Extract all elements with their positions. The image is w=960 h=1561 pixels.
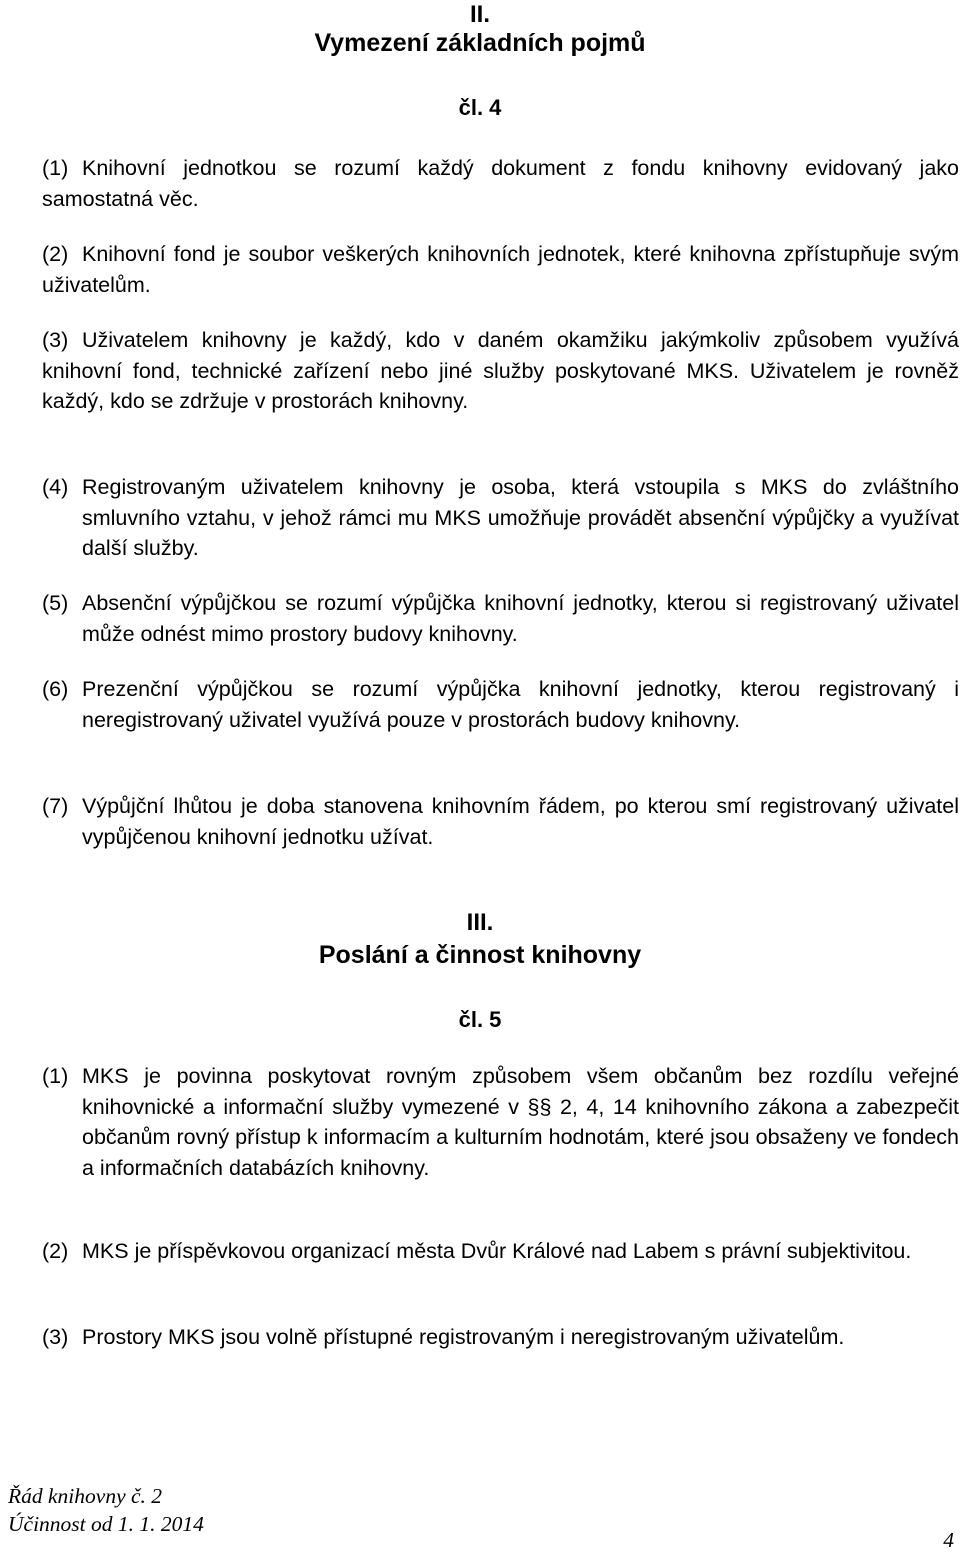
- paragraph-number: (3): [42, 328, 69, 352]
- paragraph: [42, 791, 959, 852]
- paragraph-number: (2): [42, 1239, 69, 1263]
- article-heading: čl. 5: [458, 1007, 502, 1032]
- paragraph-number: (4): [42, 475, 69, 499]
- paragraph-text: Knihovní jednotkou se rozumí každý dokument z fondu knihovny evidovaný jako samostatná věc.: [42, 156, 959, 211]
- paragraph: [42, 1061, 959, 1183]
- paragraph-number: (5): [42, 591, 69, 615]
- paragraph-text: Absenční výpůjčkou se rozumí výpůjčka knihovní jednotky, kterou si registrovaný uživatel může odnést mimo prostory budovy knihovny.: [82, 591, 959, 646]
- paragraph-number: (2): [42, 242, 69, 266]
- paragraph-text: Knihovní fond je soubor veškerých knihovních jednotek, které knihovna zpřístupňuje svým uživatelům.: [42, 242, 959, 297]
- section-title: Vymezení základních pojmů: [314, 29, 646, 57]
- paragraph: [42, 674, 959, 735]
- paragraph-text: MKS je povinna poskytovat rovným způsobem všem občanům bez rozdílu veřejné knihovnické a informační služby vymezené v §§ 2, 4, 14 knihovního zákona a zabezpečit občanům rovný přístup k informacím a kulturním hodnotám, které jsou obsaženy ve fondech a informačních databázích knihovny.: [82, 1064, 959, 1180]
- section-number: III.: [466, 909, 494, 936]
- paragraph-number: (1): [42, 1064, 69, 1088]
- page-number: 4: [943, 1528, 954, 1552]
- paragraph: [42, 472, 959, 564]
- paragraph-text: Registrovaným uživatelem knihovny je osoba, která vstoupila s MKS do zvláštního smluvního vztahu, v jehož rámci mu MKS umožňuje provádět absenční výpůjčky a využívat další služby.: [82, 475, 959, 560]
- paragraph: [42, 1322, 959, 1353]
- paragraph-text: Výpůjční lhůtou je doba stanovena knihovním řádem, po kterou smí registrovaný uživatel vypůjčenou knihovní jednotku užívat.: [82, 794, 959, 849]
- paragraph-number: (7): [42, 794, 69, 818]
- section-title: Poslání a činnost knihovny: [318, 941, 642, 969]
- paragraph-number: (1): [42, 156, 69, 180]
- paragraph-text: Prostory MKS jsou volně přístupné registrovaným i neregistrovaným uživatelům.: [82, 1325, 845, 1349]
- paragraph-number: (3): [42, 1325, 69, 1349]
- paragraph: [42, 239, 959, 300]
- paragraph: [42, 325, 959, 417]
- paragraph: [42, 153, 959, 214]
- article-heading: čl. 4: [458, 95, 502, 120]
- paragraph: [42, 588, 959, 649]
- paragraph-number: (6): [42, 677, 69, 701]
- paragraph-text: MKS je příspěvkovou organizací města Dvůr Králové nad Labem s právní subjektivitou.: [82, 1239, 912, 1263]
- paragraph-text: Uživatelem knihovny je každý, kdo v daném okamžiku jakýmkoliv způsobem využívá knihovní fond, technické zařízení nebo jiné služby poskytované MKS. Uživatelem je rovněž každý, kdo se zdržuje v prostorách knihovny.: [42, 328, 959, 413]
- paragraph-text: Prezenční výpůjčkou se rozumí výpůjčka knihovní jednotky, kterou registrovaný i neregistrovaný uživatel využívá pouze v prostorách budovy knihovny.: [82, 677, 959, 732]
- paragraph: [42, 1236, 959, 1267]
- footer-document-title: Řád knihovny č. 2: [8, 1484, 163, 1508]
- footer-effective-date: Účinnost od 1. 1. 2014: [8, 1512, 204, 1536]
- section-number: II.: [469, 1, 490, 28]
